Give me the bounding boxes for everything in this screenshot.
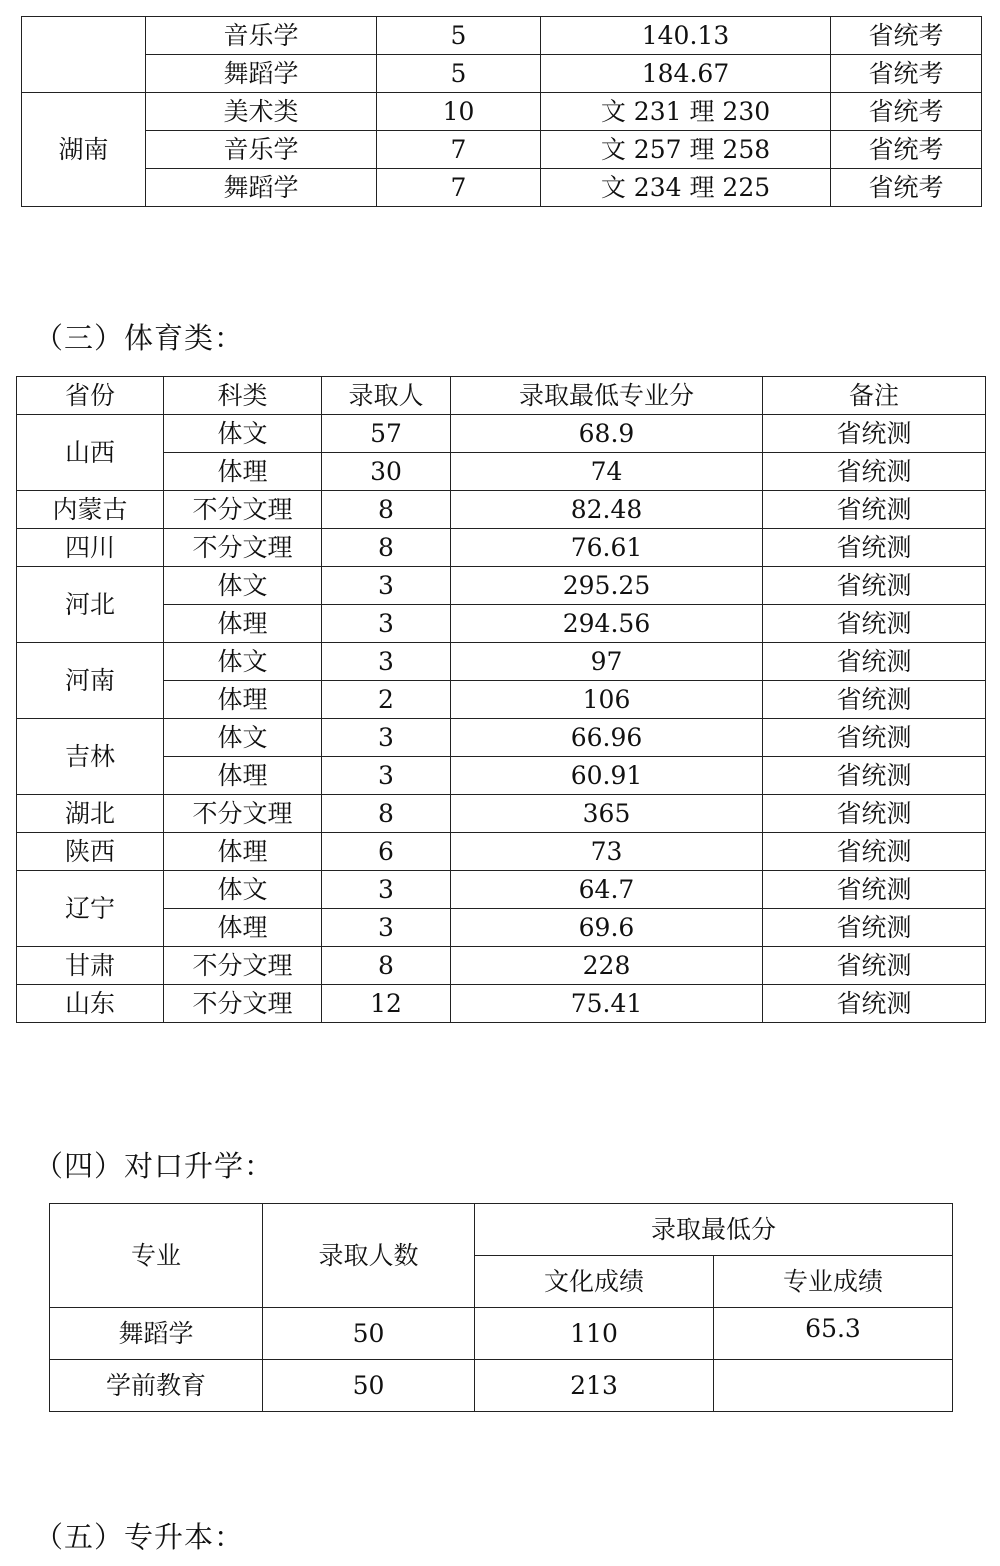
score-cell: 294.56 xyxy=(451,605,763,643)
note-cell: 省统测 xyxy=(763,453,986,491)
table-row xyxy=(17,529,986,567)
header-province: 省份 xyxy=(17,377,164,415)
province-cell: 四川 xyxy=(17,529,164,567)
count-cell: 30 xyxy=(322,453,451,491)
note-cell: 省统考 xyxy=(831,131,982,169)
count-cell: 5 xyxy=(377,55,541,93)
score-cell: 69.6 xyxy=(451,909,763,947)
count-cell: 8 xyxy=(322,529,451,567)
score-cell: 73 xyxy=(451,833,763,871)
header-min-score: 录取最低专业分 xyxy=(451,377,763,415)
count-cell: 8 xyxy=(322,947,451,985)
table-row xyxy=(22,93,982,131)
note-cell: 省统考 xyxy=(831,55,982,93)
header-note: 备注 xyxy=(763,377,986,415)
count-cell: 2 xyxy=(322,681,451,719)
count-cell: 8 xyxy=(322,491,451,529)
table-row xyxy=(17,643,986,681)
table-row xyxy=(50,1360,953,1412)
score-cell: 365 xyxy=(451,795,763,833)
count-cell: 3 xyxy=(322,871,451,909)
count-cell: 7 xyxy=(377,169,541,207)
score-cell: 76.61 xyxy=(451,529,763,567)
category-cell: 体文 xyxy=(164,567,322,605)
major-cell: 舞蹈学 xyxy=(146,55,377,93)
province-cell: 内蒙古 xyxy=(17,491,164,529)
major-cell: 舞蹈学 xyxy=(50,1308,263,1360)
section-heading-sports: （三）体育类： xyxy=(34,321,245,355)
table-row xyxy=(22,169,982,207)
header-category: 科类 xyxy=(164,377,322,415)
category-cell: 不分文理 xyxy=(164,947,322,985)
province-cell: 吉林 xyxy=(17,719,164,795)
score-cell: 文 234 理 225 xyxy=(541,169,831,207)
count-cell: 57 xyxy=(322,415,451,453)
note-cell: 省统测 xyxy=(763,757,986,795)
art-admission-table xyxy=(21,16,982,207)
province-cell: 河南 xyxy=(17,643,164,719)
category-cell: 体理 xyxy=(164,909,322,947)
category-cell: 不分文理 xyxy=(164,795,322,833)
score-cell: 106 xyxy=(451,681,763,719)
count-cell: 10 xyxy=(377,93,541,131)
count-cell: 3 xyxy=(322,757,451,795)
header-major: 专业 xyxy=(50,1204,263,1308)
category-cell: 体理 xyxy=(164,757,322,795)
category-cell: 体理 xyxy=(164,833,322,871)
province-cell: 山西 xyxy=(17,415,164,491)
note-cell: 省统测 xyxy=(763,567,986,605)
category-cell: 体文 xyxy=(164,415,322,453)
culture-score-cell: 110 xyxy=(475,1308,714,1360)
note-cell: 省统测 xyxy=(763,681,986,719)
table-row xyxy=(17,567,986,605)
major-cell: 舞蹈学 xyxy=(146,169,377,207)
note-cell: 省统测 xyxy=(763,909,986,947)
section-heading-upgrade: （五）专升本： xyxy=(34,1520,245,1554)
table-header-row xyxy=(17,377,986,415)
culture-score-cell: 213 xyxy=(475,1360,714,1412)
note-cell: 省统测 xyxy=(763,529,986,567)
score-cell: 74 xyxy=(451,453,763,491)
vocational-admission-table xyxy=(49,1203,953,1412)
header-culture-score: 文化成绩 xyxy=(475,1256,714,1308)
score-cell: 文 231 理 230 xyxy=(541,93,831,131)
header-count: 录取人数 xyxy=(263,1204,475,1308)
note-cell: 省统测 xyxy=(763,795,986,833)
header-admitted: 录取人 xyxy=(322,377,451,415)
note-cell: 省统测 xyxy=(763,947,986,985)
note-cell: 省统测 xyxy=(763,833,986,871)
table-row xyxy=(17,985,986,1023)
province-cell: 甘肃 xyxy=(17,947,164,985)
count-cell: 3 xyxy=(322,719,451,757)
major-cell: 美术类 xyxy=(146,93,377,131)
note-cell: 省统测 xyxy=(763,985,986,1023)
score-cell: 64.7 xyxy=(451,871,763,909)
table-row xyxy=(50,1308,953,1360)
header-min-score: 录取最低分 xyxy=(475,1204,953,1256)
header-professional-score: 专业成绩 xyxy=(714,1256,953,1308)
note-cell: 省统测 xyxy=(763,643,986,681)
province-cell: 山东 xyxy=(17,985,164,1023)
sports-admission-table xyxy=(16,376,986,1023)
count-cell: 12 xyxy=(322,985,451,1023)
count-cell: 8 xyxy=(322,795,451,833)
table-row xyxy=(22,17,982,55)
major-cell: 音乐学 xyxy=(146,131,377,169)
note-cell: 省统测 xyxy=(763,719,986,757)
major-cell: 学前教育 xyxy=(50,1360,263,1412)
count-cell: 6 xyxy=(322,833,451,871)
note-cell: 省统测 xyxy=(763,491,986,529)
table-row xyxy=(17,491,986,529)
table-row xyxy=(17,871,986,909)
count-cell: 50 xyxy=(263,1308,475,1360)
category-cell: 体理 xyxy=(164,605,322,643)
table-row xyxy=(17,795,986,833)
count-cell: 3 xyxy=(322,643,451,681)
score-cell: 295.25 xyxy=(451,567,763,605)
count-cell: 5 xyxy=(377,17,541,55)
category-cell: 不分文理 xyxy=(164,529,322,567)
category-cell: 体理 xyxy=(164,453,322,491)
category-cell: 不分文理 xyxy=(164,491,322,529)
note-cell: 省统考 xyxy=(831,17,982,55)
province-cell: 湖北 xyxy=(17,795,164,833)
count-cell: 3 xyxy=(322,605,451,643)
major-cell: 音乐学 xyxy=(146,17,377,55)
score-cell: 184.67 xyxy=(541,55,831,93)
score-cell: 228 xyxy=(451,947,763,985)
table-row xyxy=(17,719,986,757)
table-row xyxy=(17,947,986,985)
category-cell: 体理 xyxy=(164,681,322,719)
section-heading-vocational: （四）对口升学： xyxy=(34,1149,275,1183)
province-cell xyxy=(22,17,146,93)
province-cell: 陕西 xyxy=(17,833,164,871)
professional-score-cell: 65.3 xyxy=(714,1308,953,1360)
category-cell: 体文 xyxy=(164,719,322,757)
score-cell: 60.91 xyxy=(451,757,763,795)
table-row xyxy=(17,415,986,453)
note-cell: 省统测 xyxy=(763,415,986,453)
category-cell: 体文 xyxy=(164,871,322,909)
table-row xyxy=(22,131,982,169)
score-cell: 75.41 xyxy=(451,985,763,1023)
province-cell: 河北 xyxy=(17,567,164,643)
table-row xyxy=(22,55,982,93)
count-cell: 3 xyxy=(322,567,451,605)
table-row xyxy=(17,833,986,871)
province-cell: 湖南 xyxy=(22,93,146,207)
province-cell: 辽宁 xyxy=(17,871,164,947)
score-cell: 82.48 xyxy=(451,491,763,529)
count-cell: 50 xyxy=(263,1360,475,1412)
professional-score-cell xyxy=(714,1360,953,1412)
score-cell: 文 257 理 258 xyxy=(541,131,831,169)
category-cell: 体文 xyxy=(164,643,322,681)
count-cell: 3 xyxy=(322,909,451,947)
score-cell: 66.96 xyxy=(451,719,763,757)
count-cell: 7 xyxy=(377,131,541,169)
score-cell: 68.9 xyxy=(451,415,763,453)
note-cell: 省统测 xyxy=(763,605,986,643)
note-cell: 省统考 xyxy=(831,93,982,131)
note-cell: 省统测 xyxy=(763,871,986,909)
score-cell: 97 xyxy=(451,643,763,681)
category-cell: 不分文理 xyxy=(164,985,322,1023)
note-cell: 省统考 xyxy=(831,169,982,207)
score-cell: 140.13 xyxy=(541,17,831,55)
table-header-row xyxy=(50,1204,953,1256)
